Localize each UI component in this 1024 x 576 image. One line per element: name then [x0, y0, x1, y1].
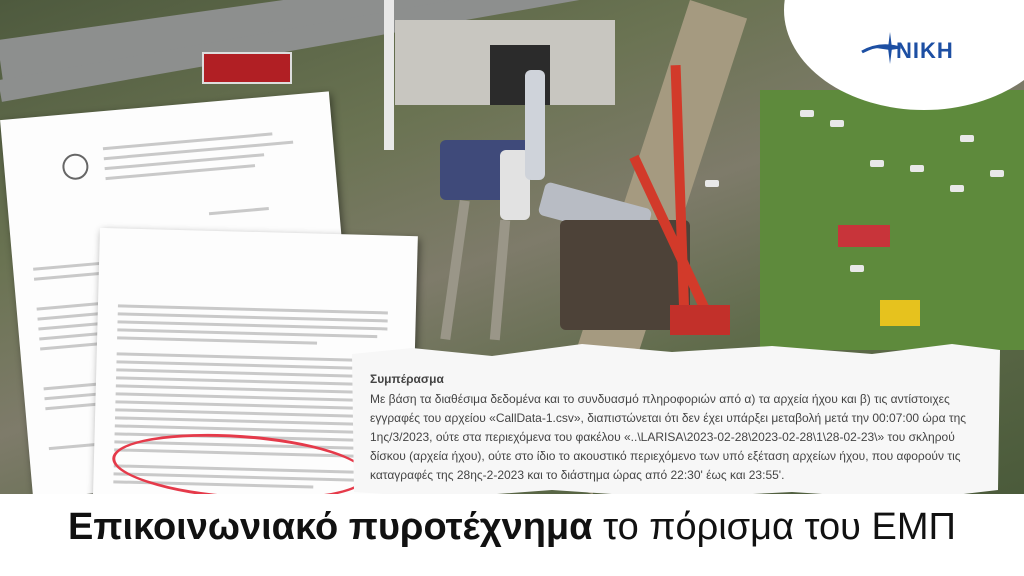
parked-car [950, 185, 964, 192]
university-seal-icon [61, 153, 89, 181]
truck [202, 52, 292, 84]
parked-car [990, 170, 1004, 177]
headline-bold: Επικοινωνιακό πυροτέχνημα [68, 506, 593, 548]
yellow-vehicle [880, 300, 920, 326]
text-line [209, 207, 269, 215]
red-tent [838, 225, 890, 247]
excerpt-body: Με βάση τα διαθέσιμα δεδομένα και το συνδυασμό πληροφοριών από α) τα αρχεία ήχου και β) τις αντίστοιχες εγγραφές του αρχείου «CallData-1.csv», διαπιστώνεται ότι δεν έχει υπάρξει μεταβολή μετά την 00:07:00 ώρα της 1ης/3/2023, ούτε στα περιεχόμενα του φακέλου «..\LARISA\2023-02-28\2023-02-28\1\28-02-23\» του σκληρού δίσκου (αρχεία ήχου), ούτε στο ίδιο το ακουστικό περιεχόμενο των υπό εξέταση αρχείων ήχου, που αφορούν τις καταγραφές της 28ης-2-2023 και το διάστημα ώρας από 22:30' έως και 23:55'. [370, 392, 967, 482]
parked-car [910, 165, 924, 172]
parked-car [960, 135, 974, 142]
parked-car [850, 265, 864, 272]
text-line [34, 272, 104, 281]
parked-car [705, 180, 719, 187]
headline-rest: το πόρισμα του ΕΜΠ [592, 506, 956, 548]
parked-car [800, 110, 814, 117]
crane-base [670, 305, 730, 335]
crane-mast [384, 0, 394, 150]
logo-text: NIKH [896, 38, 954, 63]
text-line [117, 336, 317, 344]
text-line [104, 141, 294, 161]
rail-track [490, 220, 510, 340]
rail-track [440, 200, 469, 340]
parked-car [830, 120, 844, 127]
parked-car [870, 160, 884, 167]
excerpt-title: Συμπέρασμα [370, 372, 444, 386]
carriage [525, 70, 545, 180]
headline [0, 506, 1024, 549]
